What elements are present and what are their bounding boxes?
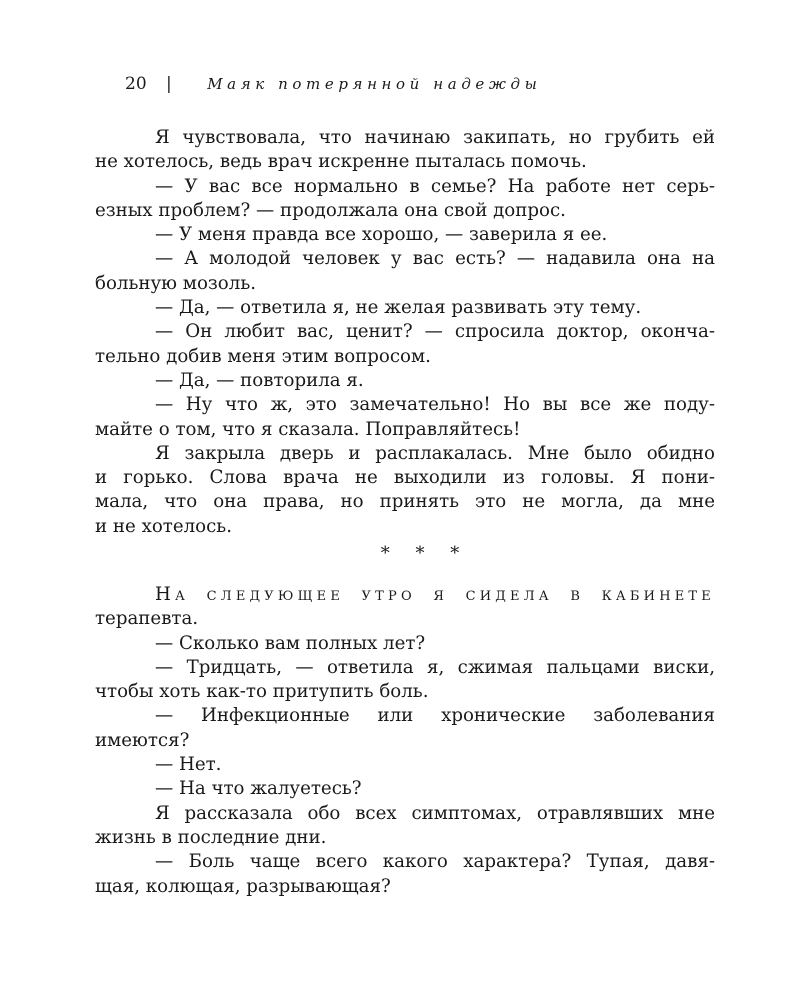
paragraph — [95, 442, 715, 539]
text-line: — Инфекционные или хронические заболевания — [155, 705, 715, 727]
text-line: — Боль чаще всего какого характера? Тупая, давя- — [155, 851, 715, 873]
divider-asterisk: * — [450, 543, 460, 564]
paragraph — [125, 777, 715, 801]
paragraph — [125, 223, 715, 247]
paragraph — [95, 850, 715, 899]
paragraph — [95, 583, 715, 632]
text-line: Я чувствовала, что начинаю закипать, но грубить ей — [155, 127, 715, 148]
text-line: — Тридцать, — ответила я, сжимая пальцами виски, — [155, 656, 715, 678]
text-line: и горько. Слова врача не выходили из головы. Я пони- — [95, 467, 715, 489]
paragraph — [95, 175, 715, 224]
text-line: тельно добив меня этим вопросом. — [95, 345, 431, 367]
text-line: — Нет. — [155, 754, 222, 776]
divider-asterisk: * — [415, 543, 425, 564]
text-line: не хотелось, ведь врач искренне пыталась помочь. — [95, 151, 587, 173]
text-line: — Сколько вам полных лет? — [155, 632, 426, 654]
text-line: жизнь в последние дни. — [95, 826, 327, 848]
text-line: мала, что она права, но принять это не могла, да мне — [95, 491, 715, 513]
paragraph — [95, 320, 715, 369]
text-line: — Да, — ответила я, не желая развивать эту тему. — [155, 297, 642, 319]
paragraph — [95, 393, 715, 442]
text-line: Я рассказала обо всех симптомах, отравлявших мне — [155, 802, 715, 824]
running-title: Маяк потерянной надежды — [207, 75, 542, 93]
paragraph — [125, 369, 715, 393]
paragraph — [125, 632, 715, 656]
text-line: — У меня правда все хорошо, — заверила я ее. — [155, 224, 608, 246]
paragraph — [125, 296, 715, 320]
section-divider — [125, 542, 715, 566]
text-block-1 — [95, 126, 715, 539]
text-line: майте о том, что я сказала. Поправляйтесь! — [95, 418, 521, 440]
text-line: — У вас все нормально в семье? На работе нет серь- — [155, 175, 715, 197]
page-number: 20 — [125, 74, 147, 94]
paragraph — [95, 704, 715, 753]
text-line: — А молодой человек у вас есть? — надавила она на — [155, 248, 715, 270]
page-header — [125, 72, 725, 96]
text-line: Я закрыла дверь и расплакалась. Мне было обидно — [155, 442, 715, 464]
text-line: чтобы хоть как-то притупить боль. — [95, 681, 429, 703]
divider-asterisk: * — [380, 543, 390, 564]
text-line: щая, колющая, разрывающая? — [95, 875, 391, 897]
paragraph — [95, 126, 715, 175]
paragraph — [95, 247, 715, 296]
paragraph — [95, 802, 715, 851]
paragraph — [95, 656, 715, 705]
text-line: — Он любит вас, ценит? — спросила доктор, оконча- — [155, 321, 715, 343]
text-block-2 — [95, 583, 715, 899]
text-line: и не хотелось. — [95, 515, 232, 537]
text-line: — На что жалуетесь? — [155, 778, 362, 800]
text-line: терапевта. — [95, 608, 199, 630]
text-line: На следующее утро я сидела в кабинете — [155, 584, 715, 605]
text-line: езных проблем? — продолжала она свой допрос. — [95, 199, 566, 221]
paragraph — [125, 753, 715, 777]
header-separator: | — [166, 74, 172, 94]
text-line: имеются? — [95, 729, 190, 751]
text-line: — Ну что ж, это замечательно! Но вы все же поду- — [155, 394, 715, 416]
text-line: больную мозоль. — [95, 272, 256, 294]
text-line: — Да, — повторила я. — [155, 369, 364, 391]
